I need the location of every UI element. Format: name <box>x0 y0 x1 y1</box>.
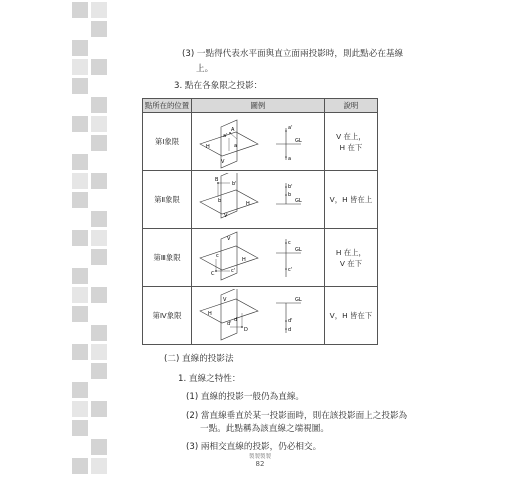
strip-cell <box>72 192 88 208</box>
strip-cell <box>72 40 88 56</box>
quadrant-position: 第Ⅰ象限 <box>143 113 192 171</box>
page-number: 82 <box>255 460 265 468</box>
heading-quadrant-projection: 3. 點在各象限之投影： <box>174 81 263 91</box>
strip-cell <box>72 401 88 417</box>
svg-text:a': a' <box>222 132 228 139</box>
line-property-1: (1) 直線的投影一般仍為直線。 <box>186 392 305 402</box>
col-header-figure: 圖例 <box>192 99 325 113</box>
svg-text:H: H <box>245 200 250 207</box>
strip-cell <box>91 59 107 75</box>
svg-text:H: H <box>205 143 210 150</box>
strip-cell <box>91 135 107 151</box>
svg-text:d: d <box>233 316 238 323</box>
svg-text:D: D <box>243 326 248 333</box>
strip-cell <box>91 287 107 303</box>
strip-cell <box>72 59 88 75</box>
strip-cell <box>91 344 107 360</box>
svg-text:GL: GL <box>294 197 302 204</box>
svg-text:V: V <box>220 158 225 165</box>
table-row <box>143 229 378 287</box>
svg-text:b: b <box>287 191 292 198</box>
svg-text:b: b <box>217 197 222 204</box>
table-row <box>143 287 378 345</box>
strip-cell <box>72 344 88 360</box>
strip-cell <box>91 230 107 246</box>
strip-cell <box>72 306 88 322</box>
svg-text:c: c <box>287 239 291 246</box>
svg-text:H: H <box>207 310 212 317</box>
strip-cell <box>91 401 107 417</box>
svg-text:A: A <box>230 126 235 133</box>
svg-text:b': b' <box>287 183 293 190</box>
quadrant-position: 第Ⅳ象限 <box>143 287 192 345</box>
line-property-2-line2: 一點。此點稱為該直線之端視圖。 <box>200 424 329 434</box>
strip-cell <box>72 268 88 284</box>
table-row <box>143 171 378 229</box>
svg-text:GL: GL <box>294 296 302 303</box>
strip-cell <box>91 363 107 379</box>
strip-cell <box>72 154 88 170</box>
strip-cell <box>72 78 88 94</box>
quadrant-4-figure <box>192 287 325 345</box>
quadrant-1-figure <box>192 113 325 171</box>
line-property-3: (3) 兩相交直線的投影，仍必相交。 <box>186 442 322 452</box>
strip-cell <box>91 173 107 189</box>
strip-cell <box>91 2 107 18</box>
svg-text:V: V <box>222 296 227 303</box>
quadrant-3-figure <box>192 229 325 287</box>
strip-cell <box>72 230 88 246</box>
svg-text:c': c' <box>287 266 293 273</box>
quadrant-explain: V，H 皆在上 <box>324 171 377 229</box>
svg-text:a: a <box>233 142 237 149</box>
section-2-sub1: 1. 直線之特性： <box>178 374 241 384</box>
strip-cell <box>91 97 107 113</box>
svg-text:c': c' <box>230 267 236 274</box>
strip-cell <box>72 382 88 398</box>
quadrant-2-figure <box>192 171 325 229</box>
strip-cell <box>91 211 107 227</box>
strip-cell <box>72 287 88 303</box>
quadrant-position: 第Ⅱ象限 <box>143 171 192 229</box>
svg-text:V: V <box>223 212 228 219</box>
strip-cell <box>72 116 88 132</box>
svg-text:C: C <box>210 270 215 277</box>
svg-text:GL: GL <box>294 246 302 253</box>
strip-cell <box>91 249 107 265</box>
svg-text:d: d <box>287 326 292 333</box>
quadrant-explain: V 在上， H 在下 <box>324 113 377 171</box>
quadrant-explain: H 在上， V 在下 <box>324 229 377 287</box>
item-3-line2: 上。 <box>196 64 214 74</box>
svg-text:c: c <box>215 252 219 259</box>
svg-text:GL: GL <box>294 137 302 144</box>
strip-cell <box>91 325 107 341</box>
svg-text:V: V <box>226 235 231 242</box>
svg-text:H: H <box>241 256 246 263</box>
section-2-title: (二) 直線的投影法 <box>164 354 234 364</box>
svg-text:d': d' <box>287 317 293 324</box>
strip-cell <box>72 173 88 189</box>
table-header-row <box>143 99 378 113</box>
strip-cell <box>72 420 88 436</box>
strip-cell <box>72 2 88 18</box>
col-header-position: 點所在的位置 <box>143 99 192 113</box>
svg-text:a: a <box>287 155 291 162</box>
strip-cell <box>91 21 107 37</box>
footer-label: 製製製製 <box>248 454 271 460</box>
quadrant-explain: V，H 皆在下 <box>324 287 377 345</box>
svg-text:a': a' <box>287 124 293 131</box>
item-3-line1: (3) 一點得代表水平面與直立面兩投影時，則此點必在基線 <box>182 49 404 59</box>
decorative-margin-strip <box>72 0 108 500</box>
line-property-2-line1: (2) 當直線垂直於某一投影面時，則在該投影面上之投影為 <box>186 411 408 421</box>
svg-text:B: B <box>214 176 219 183</box>
col-header-explain: 說明 <box>324 99 377 113</box>
svg-text:d': d' <box>226 320 232 327</box>
strip-cell <box>91 116 107 132</box>
quadrant-projection-table <box>142 98 378 345</box>
table-row <box>143 113 378 171</box>
quadrant-position: 第Ⅲ象限 <box>143 229 192 287</box>
svg-text:b': b' <box>231 180 237 187</box>
